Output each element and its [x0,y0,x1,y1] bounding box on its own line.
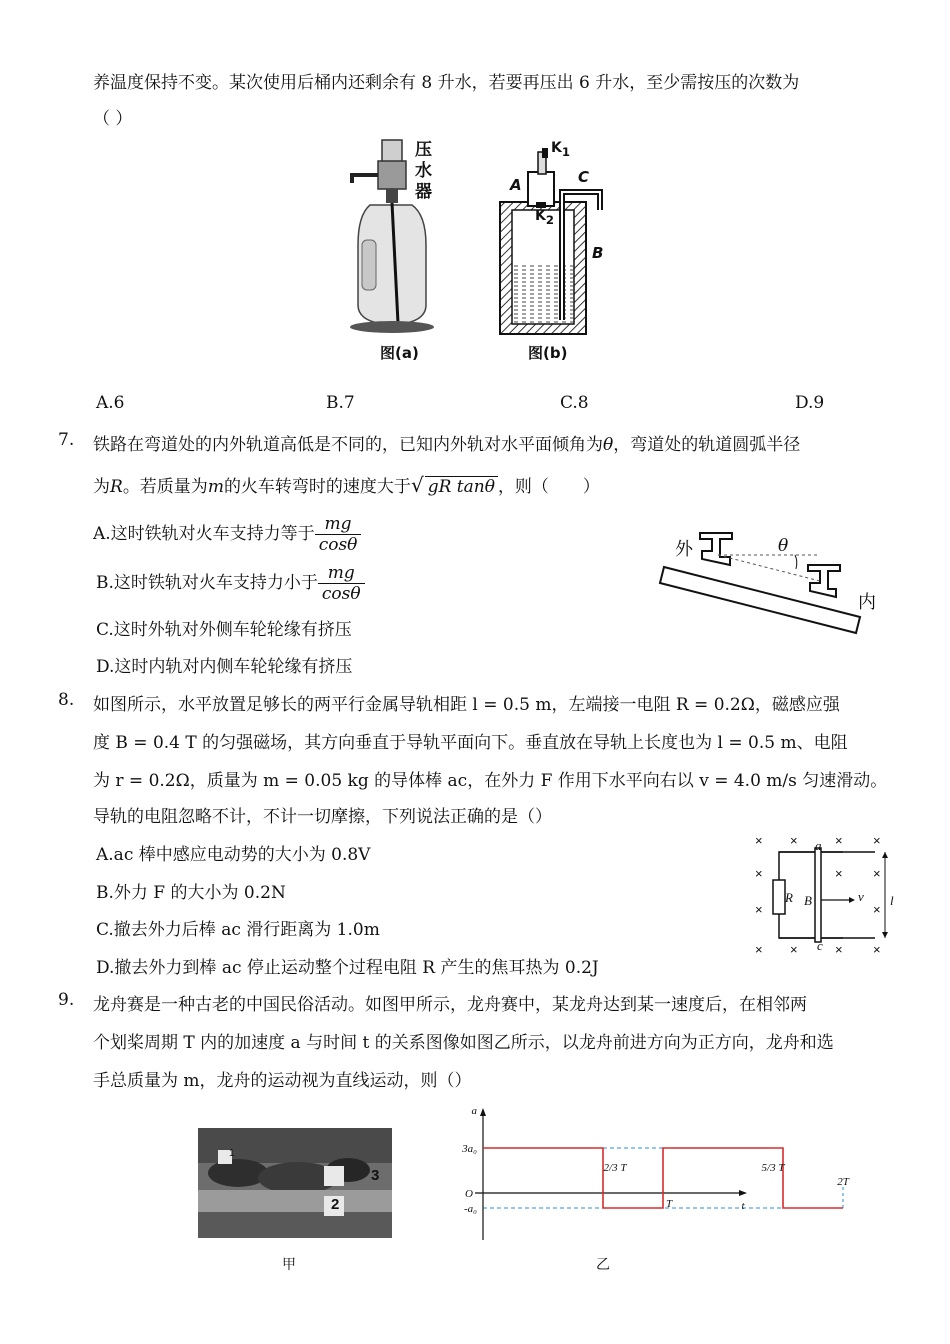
svg-text:×: × [835,833,843,848]
y-axis-label: a [471,1105,477,1117]
svg-text:×: × [835,942,843,957]
origin-label: O [465,1188,473,1200]
q7-label-outer: 外 [675,539,693,560]
q9-photo-caption: 甲 [282,1257,296,1273]
figure-b-label-b: B [592,244,604,262]
q9-photo-number-1: 1 [229,1148,235,1159]
svg-text:×: × [755,866,763,881]
q8-stem-line2: 度 B = 0.4 T 的匀强磁场，其方向垂直于导轨平面向下。垂直放在导轨上长度也为 l = 0.5 m、电阻 [93,733,848,753]
q9-stem-line2: 个划桨周期 T 内的加速度 a 与时间 t 的关系图像如图乙所示，以龙舟前进方向为正方向，龙舟和选 [93,1033,834,1053]
q9-photo-dragon-boat [198,1128,392,1238]
q7-option-c: C.这时外轨对外侧车轮轮缘有挤压 [96,620,352,640]
x-tick-5-3T: 5/3 T [761,1162,785,1174]
q8-label-v: v [858,889,864,904]
x-tick-2-3T: 2/3 T [603,1162,627,1174]
q6-stem-line1: 养温度保持不变。某次使用后桶内还剩余有 8 升水，若要再压出 6 升水，至少需按压的次数为 [93,73,800,93]
svg-text:×: × [835,866,843,881]
svg-text:×: × [755,833,763,848]
q9-number: 9. [58,990,75,1010]
q8-stem-line4: 导轨的电阻忽略不计，不计一切摩擦，下列说法正确的是（） [93,807,552,827]
q8-option-d: D.撤去外力到棒 ac 停止运动整个过程电阻 R 产生的焦耳热为 0.2J [96,958,599,978]
svg-text:×: × [790,942,798,957]
q7-option-d: D.这时内轨对内侧车轮轮缘有挤压 [96,657,353,677]
x-tick-T: T [665,1198,673,1210]
q9-photo-number-3: 3 [371,1167,380,1184]
q8-label-a: a [815,838,822,853]
q6-option-c: C.8 [560,393,589,413]
svg-text:×: × [873,833,881,848]
q7-label-theta: θ [778,536,789,556]
q7-option-b: B.这时铁轨对火车支持力小于 $\frac{mg}{\cos\theta}$ [96,563,365,604]
q9-stem-line3: 手总质量为 m，龙舟的运动视为直线运动，则（） [93,1071,472,1091]
q8-circuit-figure [745,830,905,960]
y-tick-3a0: 3a₀ [462,1143,477,1155]
q7-stem-line1: 铁路在弯道处的内外轨道高低是不同的，已知内外轨对水平面倾角为θ，弯道处的轨道圆弧半径 [93,435,801,455]
q8-option-b: B.外力 F 的大小为 0.2N [96,883,286,903]
figure-b-label-k1: $K_1$ [551,140,570,159]
y-tick-neg-a0: -a₀ [464,1203,477,1215]
chart-axes [475,1108,747,1240]
figure-b-schematic [490,140,620,340]
q9-acceleration-chart [445,1100,849,1250]
q6-answer-bracket: （ ） [93,109,133,129]
x-axis-arrow [739,1190,747,1196]
q6-option-d: D.9 [795,393,825,413]
q7-label-inner: 内 [858,592,876,613]
svg-text:×: × [790,833,798,848]
q8-option-a: A.ac 棒中感应电动势的大小为 0.8V [96,845,371,865]
q7-stem-line2: 为R。若质量为m的火车转弯时的速度大于√ gR tanθ ，则（ ） [93,473,600,497]
q8-label-b: B [804,893,812,908]
q6-option-a: A.6 [96,393,125,413]
svg-text:×: × [873,866,881,881]
y-axis-arrow [480,1108,486,1116]
svg-text:×: × [873,942,881,957]
svg-text:×: × [873,902,881,917]
q8-label-c: c [817,938,823,953]
x-axis-label: t [741,1200,745,1212]
series-line-0 [483,1148,843,1208]
q8-number: 8. [58,690,75,710]
svg-text:×: × [755,902,763,917]
q9-graph-caption: 乙 [596,1257,610,1273]
q7-option-a: A.这时铁轨对火车支持力等于 $\frac{mg}{\cos\theta}$ [93,514,361,555]
figure-b-label-a: A [510,176,522,194]
q9-stem-line1: 龙舟赛是一种古老的中国民俗活动。如图甲所示，龙舟赛中，某龙舟达到某一速度后，在相邻两 [93,995,807,1015]
q6-option-b: B.7 [326,393,355,413]
figure-b-label-k2: $K_2$ [535,208,554,227]
figure-a-vertical-label: 压水器 [415,140,432,202]
q8-label-r: R [785,890,793,905]
chart-labels [461,1105,850,1215]
svg-text:×: × [755,942,763,957]
q7-number: 7. [58,430,75,450]
q8-stem-line1: 如图所示，水平放置足够长的两平行金属导轨相距 l = 0.5 m，左端接一电阻 R = 0.2Ω，磁感应强 [93,695,840,715]
q8-label-l: l [890,893,894,908]
figure-b-caption: 图(b) [528,344,568,362]
chart-series [483,1148,843,1208]
figure-a-caption: 图(a) [380,344,419,362]
q9-photo-number-2: 2 [331,1196,340,1213]
x-tick-2T: 2T [837,1176,849,1188]
q8-stem-line3: 为 r = 0.2Ω，质量为 m = 0.05 kg 的导体棒 ac，在外力 F 作用下水平向右以 v = 4.0 m/s 匀速滑动。 [93,771,888,791]
q8-option-c: C.撤去外力后棒 ac 滑行距离为 1.0m [96,920,380,940]
figure-b-label-c: C [578,168,590,186]
